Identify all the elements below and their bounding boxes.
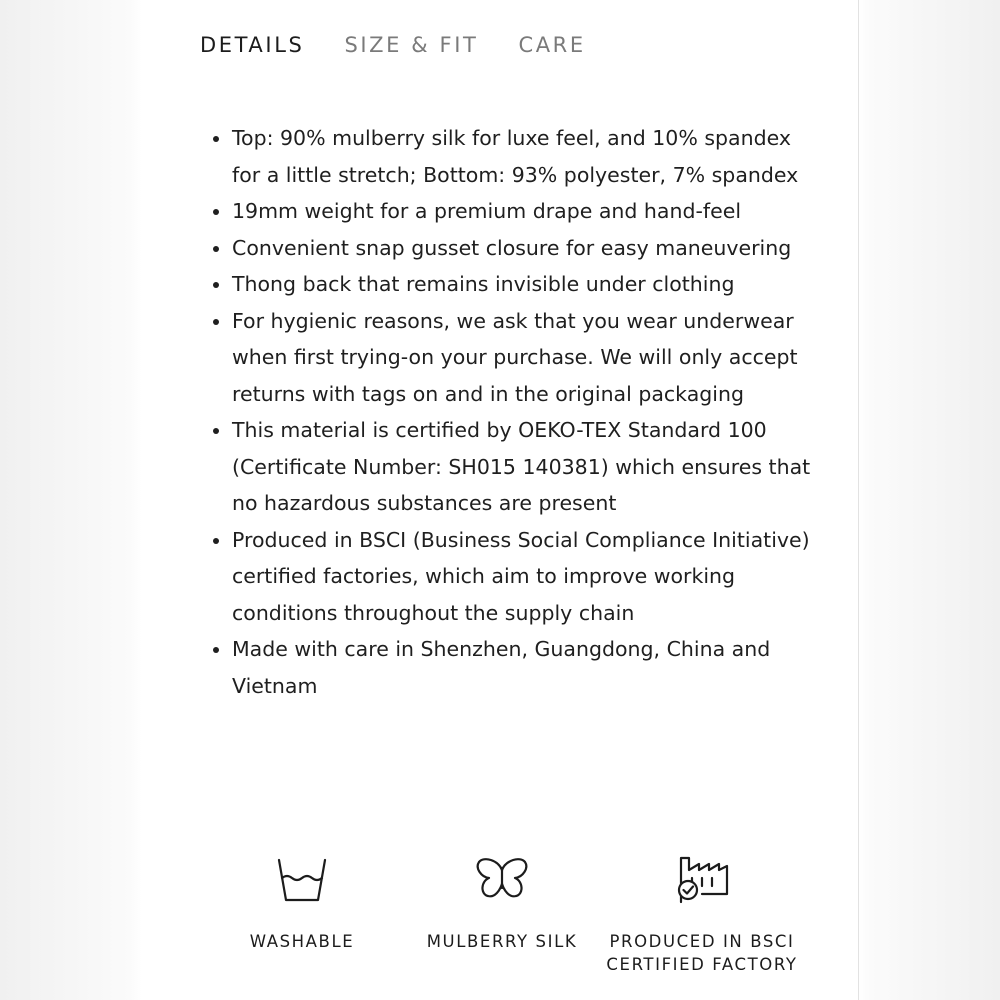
list-item: • Convenient snap gusset closure for easy maneuvering xyxy=(232,230,822,267)
details-list xyxy=(212,120,822,704)
list-item: • Produced in BSCI (Business Social Compliance Initiative) certified factories, which aim to improve working conditions throughout the supply chain xyxy=(232,522,822,632)
badge-mulberry-silk xyxy=(402,850,602,953)
badge-bsci-factory xyxy=(602,850,802,976)
tab-details[interactable]: DETAILS xyxy=(200,33,305,57)
badge-label: MULBERRY SILK xyxy=(426,932,578,951)
badge-label: PRODUCED IN BSCI CERTIFIED FACTORY xyxy=(606,932,798,974)
list-item: • For hygienic reasons, we ask that you wear underwear when first trying-on your purchase. We will only accept returns with tags on and in the original packaging xyxy=(232,303,822,413)
badge-label: WASHABLE xyxy=(249,932,355,951)
feature-badges xyxy=(202,850,802,1000)
list-item: • Made with care in Shenzhen, Guangdong, China and Vietnam xyxy=(232,631,822,704)
product-tabs xyxy=(200,30,586,60)
tab-size-and-fit[interactable]: SIZE & FIT xyxy=(344,33,479,57)
butterfly-icon xyxy=(472,850,532,910)
product-info-panel xyxy=(142,0,859,1000)
list-item: • Thong back that remains invisible under clothing xyxy=(232,266,822,303)
wash-basin-icon xyxy=(272,850,332,910)
list-item: • This material is certified by OEKO-TEX Standard 100 (Certificate Number: SH015 140381) which ensures that no hazardous substances are present xyxy=(232,412,822,522)
badge-washable xyxy=(202,850,402,953)
certified-factory-icon xyxy=(672,850,732,910)
list-item: • 19mm weight for a premium drape and hand-feel xyxy=(232,193,822,230)
list-item: • Top: 90% mulberry silk for luxe feel, and 10% spandex for a little stretch; Bottom: 93% polyester, 7% spandex xyxy=(232,120,822,193)
tab-care[interactable]: CARE xyxy=(518,33,586,57)
